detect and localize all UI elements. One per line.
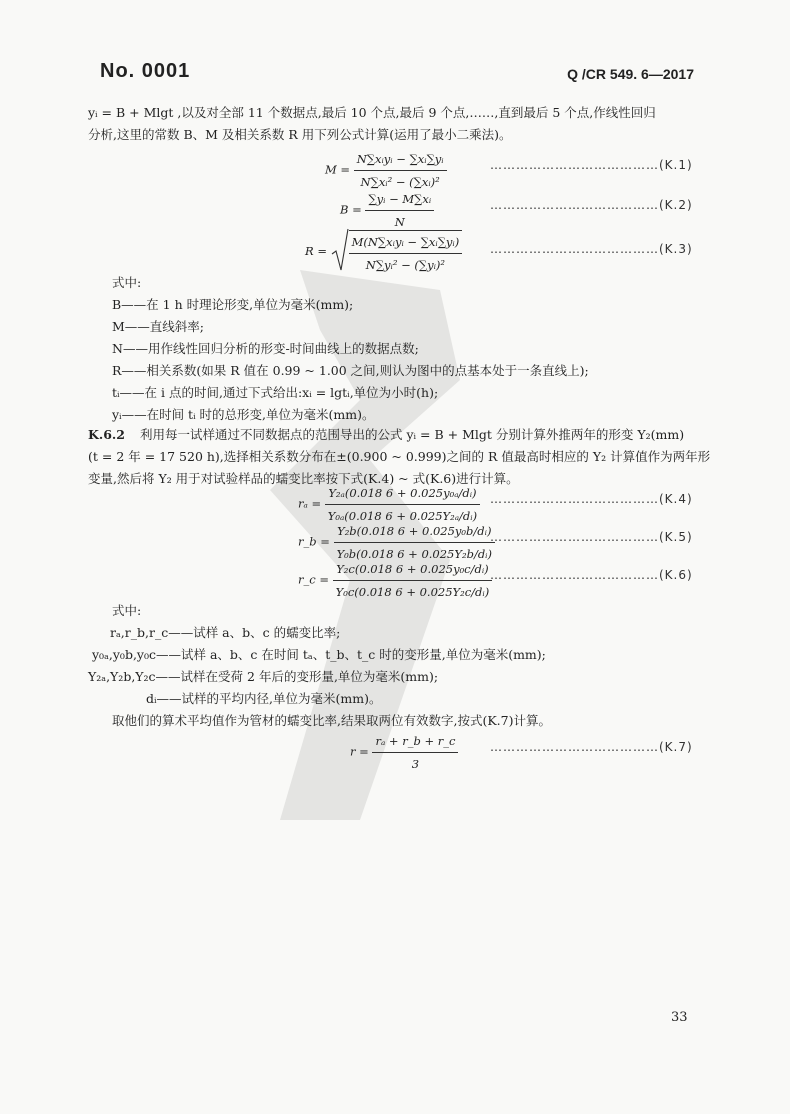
sqrt-radical-icon bbox=[331, 228, 349, 272]
eq3-sqrt bbox=[331, 230, 463, 274]
eq6-lhs: r_c = bbox=[298, 572, 329, 587]
where1-item: tᵢ——在 i 点的时间,通过下式给出:xᵢ = lgtᵢ,单位为小时(h); bbox=[112, 385, 439, 400]
eq2-number: …………………………………(K.2) bbox=[490, 198, 693, 212]
eq1-fraction bbox=[354, 150, 447, 191]
eq3-lhs: R = bbox=[305, 244, 327, 258]
document-number: No. 0001 bbox=[100, 60, 191, 82]
eq6-fraction bbox=[333, 560, 493, 601]
where2-item: Y₂ₐ,Y₂b,Y₂c——试样在受荷 2 年后的变形量,单位为毫米(mm); bbox=[88, 669, 439, 684]
eq3-number: …………………………………(K.3) bbox=[490, 242, 693, 256]
k62-line2: (t = 2 年 = 17 520 h),选择相关系数分布在±(0.900 ~ 0.999)之间的 R 值最高时相应的 Y₂ 计算值作为两年形 bbox=[88, 449, 711, 464]
eq5-numerator: Y₂b(0.018 6 + 0.025y₀b/dᵢ) bbox=[334, 522, 495, 543]
equation-k4 bbox=[298, 484, 480, 525]
eq6-denominator: Y₀c(0.018 6 + 0.025Y₂c/dᵢ) bbox=[335, 585, 490, 599]
eq7-lhs: r = bbox=[350, 744, 369, 759]
where1-title: 式中: bbox=[112, 275, 142, 290]
where1-item: yᵢ——在时间 tᵢ 时的总形变,单位为毫米(mm)。 bbox=[112, 407, 375, 422]
eq7-number: …………………………………(K.7) bbox=[490, 740, 693, 754]
para-last: 取他们的算术平均值作为管材的蠕变比率,结果取两位有效数字,按式(K.7)计算。 bbox=[112, 713, 551, 728]
eq4-lhs: rₐ = bbox=[298, 496, 322, 511]
eq2-fraction bbox=[365, 190, 434, 231]
where2-item: y₀ₐ,y₀b,y₀c——试样 a、b、c 在时间 tₐ、t_b、t_c 时的变形量,单位为毫米(mm); bbox=[92, 647, 546, 662]
where1-item: R——相关系数(如果 R 值在 0.99 ~ 1.00 之间,则认为图中的点基本处于一条直线上); bbox=[112, 363, 589, 378]
eq1-lhs: M = bbox=[325, 162, 351, 177]
eq6-numerator: Y₂c(0.018 6 + 0.025y₀c/dᵢ) bbox=[333, 560, 493, 581]
eq2-lhs: B = bbox=[340, 202, 362, 217]
eq1-denominator: N∑xᵢ² − (∑xᵢ)² bbox=[360, 175, 440, 189]
eq5-fraction bbox=[334, 522, 495, 563]
eq2-denominator: N bbox=[394, 215, 405, 229]
eq5-lhs: r_b = bbox=[298, 534, 330, 549]
where2-item: rₐ,r_b,r_c——试样 a、b、c 的蠕变比率; bbox=[110, 625, 341, 640]
eq3-denominator: N∑yᵢ² − (∑yᵢ)² bbox=[365, 258, 446, 272]
eq4-numerator: Y₂ₐ(0.018 6 + 0.025y₀ₐ/dᵢ) bbox=[325, 484, 480, 505]
equation-k3 bbox=[305, 230, 462, 274]
eq7-fraction bbox=[372, 732, 458, 773]
eq3-numerator: M(N∑xᵢyᵢ − ∑xᵢ∑yᵢ) bbox=[349, 233, 463, 254]
equation-k6 bbox=[298, 560, 492, 601]
eq6-number: …………………………………(K.6) bbox=[490, 568, 693, 582]
where2-title: 式中: bbox=[112, 603, 142, 618]
eq7-denominator: 3 bbox=[411, 757, 420, 771]
where1-item: B——在 1 h 时理论形变,单位为毫米(mm); bbox=[112, 297, 354, 312]
eq3-fraction bbox=[349, 233, 463, 274]
eq2-numerator: ∑yᵢ − M∑xᵢ bbox=[365, 190, 434, 211]
para1-line2: 分析,这里的常数 B、M 及相关系数 R 用下列公式计算(运用了最小二乘法)。 bbox=[88, 127, 512, 142]
k62-line3: 变量,然后将 Y₂ 用于对试验样品的蠕变比率按下式(K.4) ~ 式(K.6)进行计算。 bbox=[88, 471, 519, 486]
where2-item: dᵢ——试样的平均内径,单位为毫米(mm)。 bbox=[146, 691, 382, 706]
eq5-number: …………………………………(K.5) bbox=[490, 530, 693, 544]
eq1-number: …………………………………(K.1) bbox=[490, 158, 693, 172]
eq7-numerator: rₐ + r_b + r_c bbox=[372, 732, 458, 753]
where1-item: N——用作线性回归分析的形变-时间曲线上的数据点数; bbox=[112, 341, 419, 356]
k62-line1: 利用每一试样通过不同数据点的范围导出的公式 yᵢ = B + Mlgt 分别计算外推两年的形变 Y₂(mm) bbox=[140, 427, 685, 442]
eq4-denominator: Y₀ₐ(0.018 6 + 0.025Y₂ₐ/dᵢ) bbox=[327, 509, 478, 523]
para1-line1: yᵢ = B + Mlgt ,以及对全部 11 个数据点,最后 10 个点,最后 9 个点,……,直到最后 5 个点,作线性回归 bbox=[88, 105, 656, 120]
equation-k7 bbox=[350, 732, 458, 773]
eq4-fraction bbox=[325, 484, 480, 525]
standard-code: Q /CR 549. 6—2017 bbox=[567, 66, 694, 82]
eq5-denominator: Y₀b(0.018 6 + 0.025Y₂b/dᵢ) bbox=[336, 547, 492, 561]
section-label-k62: K.6.2 bbox=[88, 427, 125, 442]
eq4-number: …………………………………(K.4) bbox=[490, 492, 693, 506]
equation-k5 bbox=[298, 522, 495, 563]
equation-k1 bbox=[325, 150, 447, 191]
where1-item: M——直线斜率; bbox=[112, 319, 205, 334]
page-number: 33 bbox=[671, 1010, 688, 1025]
equation-k2 bbox=[340, 190, 434, 231]
eq1-numerator: N∑xᵢyᵢ − ∑xᵢ∑yᵢ bbox=[354, 150, 447, 171]
